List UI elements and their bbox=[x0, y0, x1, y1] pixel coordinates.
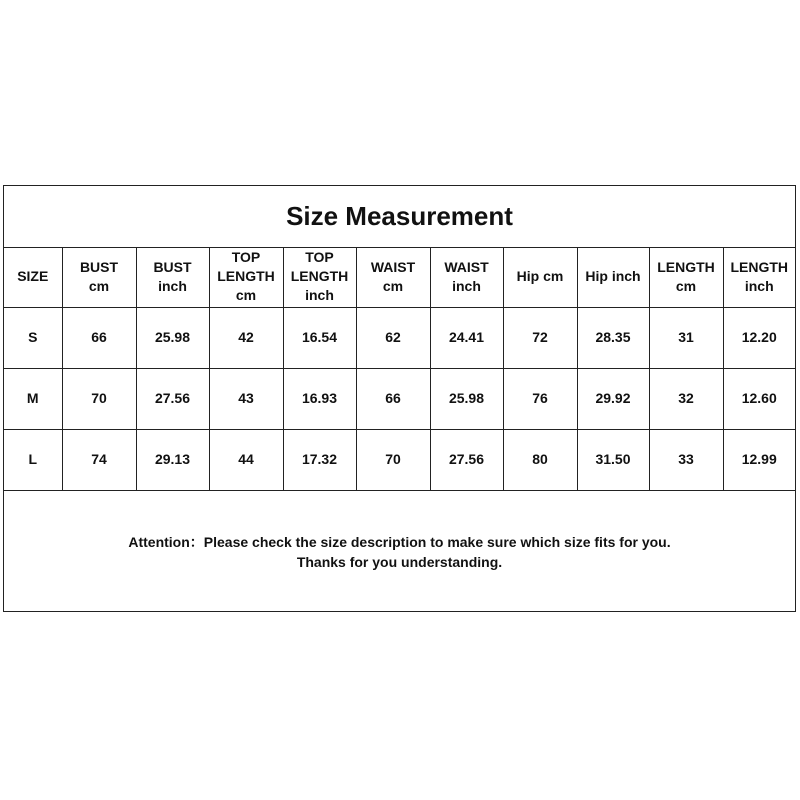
header-hip-inch: Hip inch bbox=[577, 247, 649, 307]
cell-hip-inch: 29.92 bbox=[577, 368, 649, 429]
header-top-length-cm: TOP LENGTH cm bbox=[209, 247, 283, 307]
cell-top-length-inch: 16.54 bbox=[283, 307, 356, 368]
header-waist-inch: WAIST inch bbox=[430, 247, 503, 307]
cell-top-length-inch: 16.93 bbox=[283, 368, 356, 429]
cell-hip-cm: 76 bbox=[503, 368, 577, 429]
cell-length-cm: 32 bbox=[649, 368, 723, 429]
cell-waist-inch: 25.98 bbox=[430, 368, 503, 429]
cell-length-cm: 31 bbox=[649, 307, 723, 368]
cell-top-length-inch: 17.32 bbox=[283, 429, 356, 490]
table-row bbox=[4, 429, 795, 490]
cell-bust-cm: 66 bbox=[62, 307, 136, 368]
cell-top-length-cm: 44 bbox=[209, 429, 283, 490]
cell-size: L bbox=[4, 429, 62, 490]
header-hip-cm: Hip cm bbox=[503, 247, 577, 307]
header-bust-cm: BUST cm bbox=[62, 247, 136, 307]
table-row bbox=[4, 307, 795, 368]
attention-notice bbox=[4, 492, 795, 612]
cell-top-length-cm: 42 bbox=[209, 307, 283, 368]
cell-length-inch: 12.20 bbox=[723, 307, 795, 368]
table-row bbox=[4, 368, 795, 429]
cell-hip-inch: 28.35 bbox=[577, 307, 649, 368]
cell-bust-inch: 29.13 bbox=[136, 429, 209, 490]
cell-hip-cm: 80 bbox=[503, 429, 577, 490]
header-row bbox=[4, 247, 795, 307]
header-length-inch: LENGTH inch bbox=[723, 247, 795, 307]
header-size: SIZE bbox=[4, 247, 62, 307]
cell-length-inch: 12.99 bbox=[723, 429, 795, 490]
cell-size: M bbox=[4, 368, 62, 429]
cell-waist-inch: 24.41 bbox=[430, 307, 503, 368]
chart-title: Size Measurement bbox=[4, 186, 795, 248]
cell-length-inch: 12.60 bbox=[723, 368, 795, 429]
header-length-cm: LENGTH cm bbox=[649, 247, 723, 307]
size-table bbox=[4, 247, 795, 491]
header-bust-inch: BUST inch bbox=[136, 247, 209, 307]
cell-length-cm: 33 bbox=[649, 429, 723, 490]
cell-waist-cm: 62 bbox=[356, 307, 430, 368]
cell-top-length-cm: 43 bbox=[209, 368, 283, 429]
cell-waist-cm: 70 bbox=[356, 429, 430, 490]
header-waist-cm: WAIST cm bbox=[356, 247, 430, 307]
cell-size: S bbox=[4, 307, 62, 368]
cell-bust-inch: 25.98 bbox=[136, 307, 209, 368]
cell-waist-inch: 27.56 bbox=[430, 429, 503, 490]
header-top-length-inch: TOP LENGTH inch bbox=[283, 247, 356, 307]
cell-bust-cm: 70 bbox=[62, 368, 136, 429]
attention-line: Attention：Please check the size description to make sure which size fits for you. bbox=[128, 534, 671, 550]
thanks-line: Thanks for you understanding. bbox=[296, 554, 503, 570]
cell-waist-cm: 66 bbox=[356, 368, 430, 429]
cell-bust-cm: 74 bbox=[62, 429, 136, 490]
size-chart bbox=[3, 185, 796, 612]
cell-hip-inch: 31.50 bbox=[577, 429, 649, 490]
cell-bust-inch: 27.56 bbox=[136, 368, 209, 429]
cell-hip-cm: 72 bbox=[503, 307, 577, 368]
